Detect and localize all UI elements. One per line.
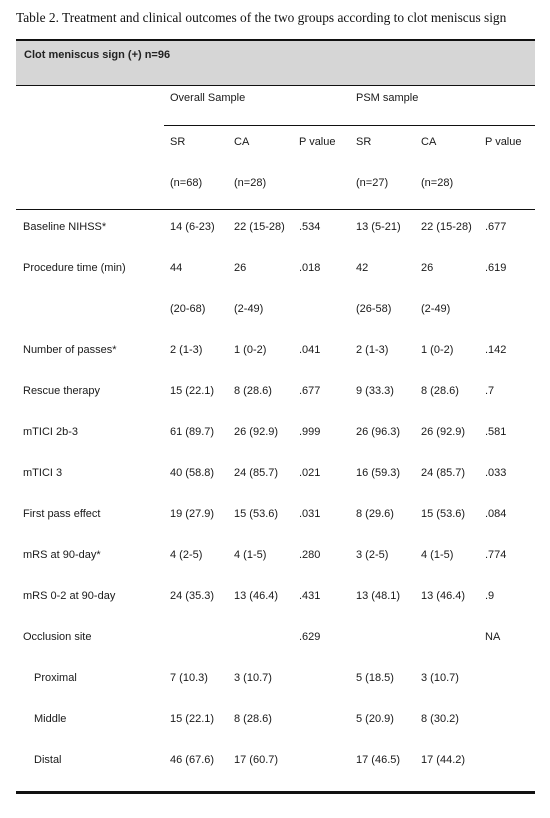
- cell-mrs-90-day-psm-ca: 4 (1-5): [421, 549, 454, 561]
- cell-mtici-2b-3-psm-sr: 26 (96.3): [356, 426, 401, 438]
- cell-rescue-therapy-psm-ca: 8 (28.6): [421, 385, 459, 397]
- cell-rescue-therapy-psm-p: .7: [485, 385, 495, 397]
- row-label-middle: Middle: [34, 713, 67, 725]
- cell-procedure-time-range-overall-sr: (20-68): [170, 303, 206, 315]
- cell-procedure-time-range-psm-ca: (2-49): [421, 303, 451, 315]
- cell-baseline-nihss-psm-ca: 22 (15-28): [421, 221, 472, 233]
- cell-procedure-time-overall-p: .018: [299, 262, 321, 274]
- cell-procedure-time-psm-ca: 26: [421, 262, 434, 274]
- cell-mtici-2b-3-psm-ca: 26 (92.9): [421, 426, 466, 438]
- group-header-overall: Overall Sample: [170, 92, 246, 104]
- bottom-rule: [16, 791, 535, 794]
- row-label-procedure-time: Procedure time (min): [23, 262, 126, 274]
- cell-mrs-0-2-90-day-psm-ca: 13 (46.4): [421, 590, 466, 602]
- cell-proximal-overall-ca: 3 (10.7): [234, 672, 272, 684]
- n-header-psm-sr: (n=27): [356, 177, 389, 189]
- cell-mtici-3-psm-p: .033: [485, 467, 507, 479]
- cell-first-pass-effect-psm-ca: 15 (53.6): [421, 508, 466, 520]
- cell-baseline-nihss-psm-p: .677: [485, 221, 507, 233]
- row-label-distal: Distal: [34, 754, 62, 766]
- row-label-mrs-0-2-90-day: mRS 0-2 at 90-day: [23, 590, 116, 602]
- cell-baseline-nihss-psm-sr: 13 (5-21): [356, 221, 401, 233]
- column-header-overall-p: P value: [299, 136, 336, 148]
- group-header-psm: PSM sample: [356, 92, 419, 104]
- n-header-overall-ca: (n=28): [234, 177, 267, 189]
- cell-proximal-psm-sr: 5 (18.5): [356, 672, 394, 684]
- cell-mrs-0-2-90-day-psm-sr: 13 (48.1): [356, 590, 401, 602]
- cell-mtici-3-psm-ca: 24 (85.7): [421, 467, 466, 479]
- row-label-baseline-nihss: Baseline NIHSS*: [23, 221, 107, 233]
- cell-mrs-90-day-overall-p: .280: [299, 549, 321, 561]
- cell-proximal-overall-sr: 7 (10.3): [170, 672, 208, 684]
- cell-rescue-therapy-overall-sr: 15 (22.1): [170, 385, 215, 397]
- row-label-occlusion-site: Occlusion site: [23, 631, 92, 643]
- cell-mtici-2b-3-overall-p: .999: [299, 426, 321, 438]
- cell-procedure-time-psm-sr: 42: [356, 262, 369, 274]
- cell-baseline-nihss-overall-p: .534: [299, 221, 321, 233]
- row-label-number-of-passes: Number of passes*: [23, 344, 117, 356]
- cell-rescue-therapy-overall-ca: 8 (28.6): [234, 385, 272, 397]
- cell-mtici-3-overall-ca: 24 (85.7): [234, 467, 279, 479]
- banner-label: Clot meniscus sign (+) n=96: [24, 49, 171, 61]
- cell-mrs-0-2-90-day-psm-p: .9: [485, 590, 495, 602]
- n-header-overall-sr: (n=68): [170, 177, 203, 189]
- row-label-rescue-therapy: Rescue therapy: [23, 385, 101, 397]
- column-header-overall-sr: SR: [170, 136, 186, 148]
- cell-first-pass-effect-psm-p: .084: [485, 508, 507, 520]
- row-label-proximal: Proximal: [34, 672, 77, 684]
- column-header-psm-sr: SR: [356, 136, 372, 148]
- cell-mrs-90-day-psm-p: .774: [485, 549, 507, 561]
- table-caption: Table 2. Treatment and clinical outcomes of the two groups according to clot meniscus sign: [16, 10, 507, 25]
- cell-mrs-90-day-overall-sr: 4 (2-5): [170, 549, 203, 561]
- cell-occlusion-site-psm-p: NA: [485, 631, 501, 643]
- cell-procedure-time-overall-sr: 44: [170, 262, 183, 274]
- cell-number-of-passes-overall-ca: 1 (0-2): [234, 344, 267, 356]
- cell-number-of-passes-psm-sr: 2 (1-3): [356, 344, 389, 356]
- cell-distal-overall-sr: 46 (67.6): [170, 754, 215, 766]
- cell-number-of-passes-psm-p: .142: [485, 344, 507, 356]
- cell-middle-overall-sr: 15 (22.1): [170, 713, 215, 725]
- cell-mrs-0-2-90-day-overall-ca: 13 (46.4): [234, 590, 279, 602]
- cell-mrs-90-day-overall-ca: 4 (1-5): [234, 549, 267, 561]
- cell-middle-psm-sr: 5 (20.9): [356, 713, 394, 725]
- cell-mtici-3-overall-p: .021: [299, 467, 321, 479]
- table-banner: [16, 41, 535, 85]
- cell-baseline-nihss-overall-sr: 14 (6-23): [170, 221, 215, 233]
- cell-baseline-nihss-overall-ca: 22 (15-28): [234, 221, 285, 233]
- n-header-psm-ca: (n=28): [421, 177, 454, 189]
- cell-number-of-passes-psm-ca: 1 (0-2): [421, 344, 454, 356]
- row-label-mrs-90-day: mRS at 90-day*: [23, 549, 101, 561]
- cell-mtici-2b-3-overall-sr: 61 (89.7): [170, 426, 215, 438]
- cell-first-pass-effect-psm-sr: 8 (29.6): [356, 508, 394, 520]
- cell-mtici-2b-3-psm-p: .581: [485, 426, 507, 438]
- column-header-psm-ca: CA: [421, 136, 437, 148]
- cell-procedure-time-range-psm-sr: (26-58): [356, 303, 392, 315]
- cell-mrs-0-2-90-day-overall-sr: 24 (35.3): [170, 590, 215, 602]
- cell-proximal-psm-ca: 3 (10.7): [421, 672, 459, 684]
- cell-rescue-therapy-psm-sr: 9 (33.3): [356, 385, 394, 397]
- row-label-mtici-3: mTICI 3: [23, 467, 63, 479]
- cell-distal-psm-sr: 17 (46.5): [356, 754, 401, 766]
- cell-number-of-passes-overall-p: .041: [299, 344, 321, 356]
- cell-rescue-therapy-overall-p: .677: [299, 385, 321, 397]
- row-label-first-pass-effect: First pass effect: [23, 508, 101, 520]
- cell-mrs-90-day-psm-sr: 3 (2-5): [356, 549, 389, 561]
- column-header-rule: [16, 209, 535, 210]
- header-rule: [16, 85, 535, 86]
- cell-distal-psm-ca: 17 (44.2): [421, 754, 466, 766]
- cell-first-pass-effect-overall-ca: 15 (53.6): [234, 508, 279, 520]
- column-header-psm-p: P value: [485, 136, 522, 148]
- row-label-mtici-2b-3: mTICI 2b-3: [23, 426, 79, 438]
- cell-first-pass-effect-overall-sr: 19 (27.9): [170, 508, 215, 520]
- cell-procedure-time-range-overall-ca: (2-49): [234, 303, 264, 315]
- cell-procedure-time-psm-p: .619: [485, 262, 507, 274]
- cell-mtici-3-overall-sr: 40 (58.8): [170, 467, 215, 479]
- cell-procedure-time-overall-ca: 26: [234, 262, 247, 274]
- cell-distal-overall-ca: 17 (60.7): [234, 754, 279, 766]
- cell-mtici-2b-3-overall-ca: 26 (92.9): [234, 426, 279, 438]
- cell-mrs-0-2-90-day-overall-p: .431: [299, 590, 321, 602]
- cell-number-of-passes-overall-sr: 2 (1-3): [170, 344, 203, 356]
- results-table: [16, 39, 535, 796]
- group-rule: [164, 125, 535, 126]
- cell-mtici-3-psm-sr: 16 (59.3): [356, 467, 401, 479]
- cell-middle-psm-ca: 8 (30.2): [421, 713, 459, 725]
- cell-occlusion-site-overall-p: .629: [299, 631, 321, 643]
- cell-middle-overall-ca: 8 (28.6): [234, 713, 272, 725]
- column-header-overall-ca: CA: [234, 136, 250, 148]
- cell-first-pass-effect-overall-p: .031: [299, 508, 321, 520]
